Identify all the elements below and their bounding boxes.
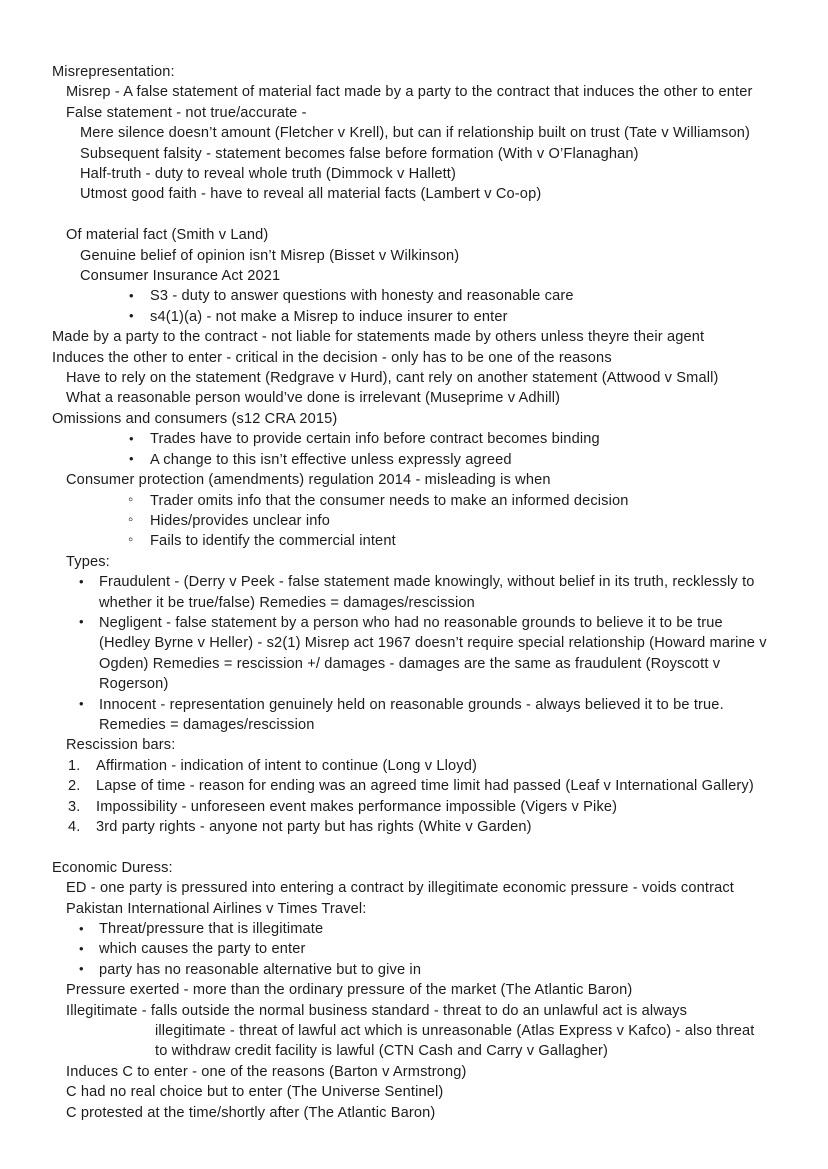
list-item: • S3 - duty to answer questions with honesty and reasonable care <box>150 286 776 306</box>
list-item: • A change to this isn’t effective unless expressly agreed <box>150 450 776 470</box>
list-item: • Negligent - false statement by a person who had no reasonable grounds to believe it to be true (Hedley Byrne v Heller) - s2(1) Misrep act 1967 doesn’t require special relationship (Howard marine v Ogden) Remedies = rescission +/ damages - damages are the same as fraudulent (Royscott v Rogerson) <box>99 613 776 695</box>
line-pia-case: Pakistan International Airlines v Times Travel: <box>66 900 367 917</box>
line-have-to-rely: Have to rely on the statement (Redgrave v Hurd), cant rely on another statement (Attwood v Small) <box>66 370 719 387</box>
list-pia-elements <box>50 919 778 980</box>
line-induces-the-other: Induces the other to enter - critical in the decision - only has to be one of the reasons <box>52 349 612 366</box>
line-false-statement: False statement - not true/accurate - <box>66 104 307 121</box>
list-item: ◦ Hides/provides unclear info <box>150 511 776 531</box>
list-omissions <box>50 429 778 470</box>
line-subsequent-falsity: Subsequent falsity - statement becomes false before formation (With v O’Flanaghan) <box>80 145 639 162</box>
line-illegitimate: Illegitimate - falls outside the normal business standard - threat to do an unlawful act is always <box>66 1002 688 1019</box>
line-mere-silence: Mere silence doesn’t amount (Fletcher v Krell), but can if relationship built on trust (Tate v Williamson) <box>80 125 751 142</box>
line-protested: C protested at the time/shortly after (The Atlantic Baron) <box>66 1104 436 1121</box>
list-item: Lapse of time - reason for ending was an agreed time limit had passed (Leaf v International Gallery) <box>96 778 754 795</box>
heading-economic-duress: Economic Duress: <box>52 859 173 876</box>
list-types <box>50 572 778 735</box>
list-item: • Trades have to provide certain info before contract becomes binding <box>150 429 776 449</box>
blank-line <box>50 837 778 857</box>
line-induces-c: Induces C to enter - one of the reasons (Barton v Armstrong) <box>66 1063 467 1080</box>
line-consumer-insurance-act: Consumer Insurance Act 2021 <box>80 268 281 285</box>
list-item: ◦ Fails to identify the commercial intent <box>150 531 776 551</box>
line-consumer-protection: Consumer protection (amendments) regulation 2014 - misleading is when <box>66 472 551 489</box>
line-pressure-exerted: Pressure exerted - more than the ordinary pressure of the market (The Atlantic Baron) <box>66 982 633 999</box>
line-of-material-fact: Of material fact (Smith v Land) <box>66 227 269 244</box>
list-item: • s4(1)(a) - not make a Misrep to induce insurer to enter <box>150 307 776 327</box>
list-item: • Fraudulent - (Derry v Peek - false statement made knowingly, without belief in its truth, recklessly to whether it be true/false) Remedies = damages/rescission <box>99 572 776 613</box>
line-no-real-choice: C had no real choice but to enter (The Universe Sentinel) <box>66 1084 444 1101</box>
list-item: • which causes the party to enter <box>99 939 776 959</box>
line-made-by-a-party: Made by a party to the contract - not liable for statements made by others unless theyre their agent <box>52 329 705 346</box>
line-ed-definition: ED - one party is pressured into entering a contract by illegitimate economic pressure - voids contract <box>66 880 735 897</box>
list-item: 3rd party rights - anyone not party but has rights (White v Garden) <box>96 819 532 836</box>
line-illegitimate-cont-2: to withdraw credit facility is lawful (CTN Cash and Carry v Gallagher) <box>155 1043 609 1060</box>
blank-line <box>50 205 778 225</box>
heading-misrepresentation: Misrepresentation: <box>52 64 175 80</box>
line-misrep-definition: Misrep - A false statement of material fact made by a party to the contract that induces the other to enter <box>66 84 753 101</box>
heading-types: Types: <box>66 553 110 570</box>
document-body <box>50 62 778 1123</box>
line-omissions: Omissions and consumers (s12 CRA 2015) <box>52 410 338 427</box>
list-rescission-bars <box>50 756 778 838</box>
line-reasonable-person: What a reasonable person would’ve done is irrelevant (Museprime v Adhill) <box>66 390 561 407</box>
list-item: • party has no reasonable alternative but to give in <box>99 960 776 980</box>
list-item: Impossibility - unforeseen event makes performance impossible (Vigers v Pike) <box>96 798 618 815</box>
line-half-truth: Half-truth - duty to reveal whole truth (Dimmock v Hallett) <box>80 166 457 183</box>
list-item: • Innocent - representation genuinely held on reasonable grounds - always believed it to be true. Remedies = damages/rescission <box>99 695 776 736</box>
list-item: • Threat/pressure that is illegitimate <box>99 919 776 939</box>
heading-rescission-bars: Rescission bars: <box>66 737 176 754</box>
line-illegitimate-cont-1: illegitimate - threat of lawful act which is unreasonable (Atlas Express v Kafco) - also threat <box>155 1023 755 1040</box>
line-utmost-good-faith: Utmost good faith - have to reveal all material facts (Lambert v Co-op) <box>80 186 542 203</box>
list-misleading <box>50 491 778 552</box>
list-consumer-insurance-act <box>50 286 778 327</box>
line-genuine-belief: Genuine belief of opinion isn’t Misrep (Bisset v Wilkinson) <box>80 247 460 264</box>
list-item: ◦ Trader omits info that the consumer needs to make an informed decision <box>150 491 776 511</box>
list-item: Affirmation - indication of intent to continue (Long v Lloyd) <box>96 757 477 774</box>
